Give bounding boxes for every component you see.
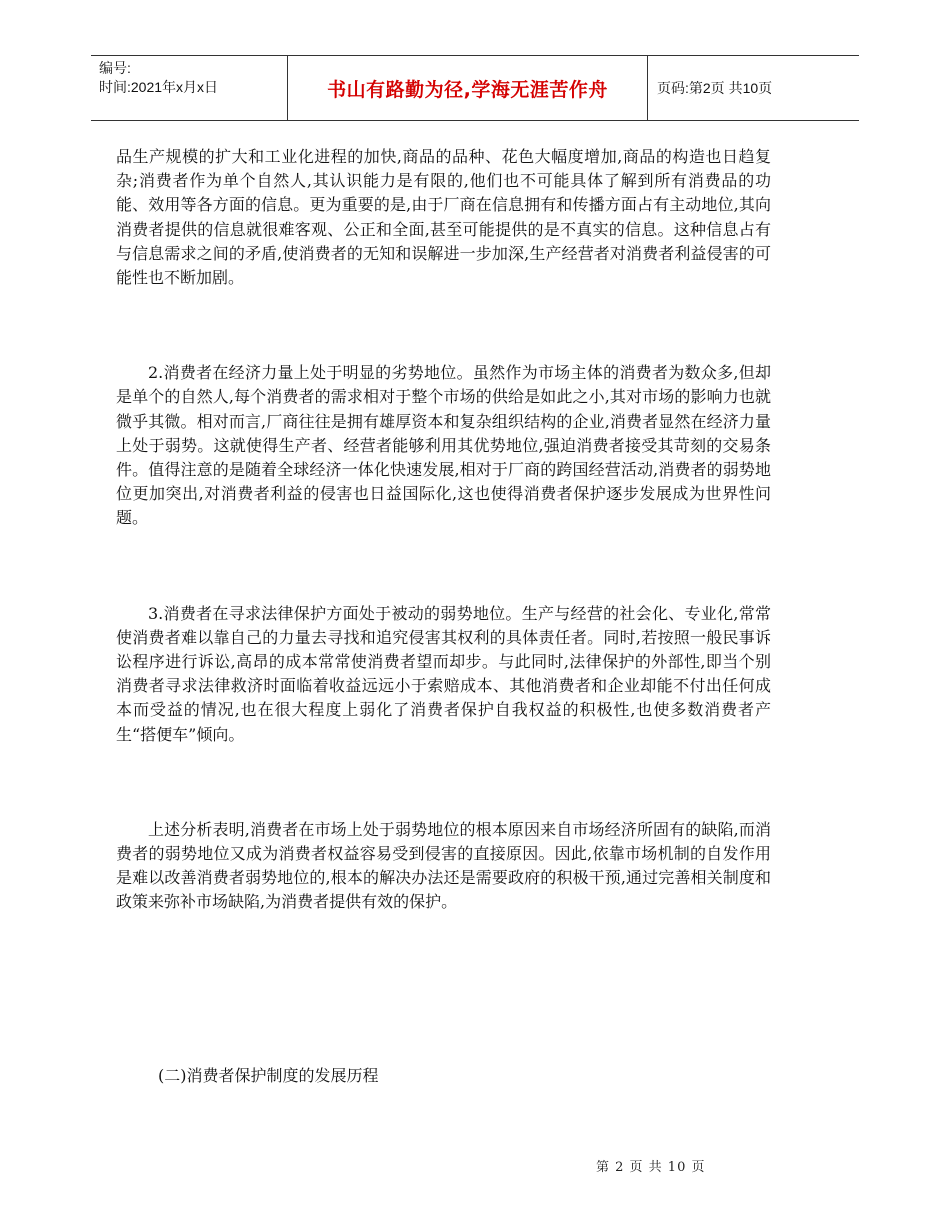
header-motto: 书山有路勤为径,学海无涯苦作舟 bbox=[327, 78, 608, 101]
body-paragraph-3: 3.消费者在寻求法律保护方面处于被动的弱势地位。生产与经营的社会化、专业化,常常使消费者难以靠自己的力量去寻找和追究侵害其权利的具体责任者。同时,若按照一般民事诉讼程序进行诉讼,高昂的成本常常使消费者望而却步。与此同时,法律保护的外部性,即当个别消费者寻求法律救济时面临着收益远远小于索赔成本、其他消费者和企业却能不付出任何成本而受益的情况,也在很大程度上弱化了消费者保护自我权益的积极性,也使多数消费者产生“搭便车”倾向。 bbox=[116, 603, 771, 744]
section-subheading: (二)消费者保护制度的发展历程 bbox=[158, 1066, 379, 1085]
page-header bbox=[91, 55, 859, 121]
document-number-label: 编号: bbox=[99, 60, 131, 76]
header-divider-right bbox=[647, 56, 648, 120]
header-page-info: 页码:第2页 共10页 bbox=[657, 80, 773, 96]
body-paragraph-1: 品生产规模的扩大和工业化进程的加快,商品的品种、花色大幅度增加,商品的构造也日趋复杂;消费者作为单个自然人,其认识能力是有限的,他们也不可能具体了解到所有消费品的功能、效用等各方面的信息。更为重要的是,由于厂商在信息拥有和传播方面占有主动地位,其向消费者提供的信息就很难客观、公正和全面,甚至可能提供的是不真实的信息。这种信息占有与信息需求之间的矛盾,使消费者的无知和误解进一步加深,生产经营者对消费者利益侵害的可能性也不断加剧。 bbox=[116, 147, 771, 288]
document-body bbox=[116, 145, 771, 915]
page-footer: 第 2 页 共 10 页 bbox=[596, 1160, 706, 1175]
header-meta bbox=[99, 59, 284, 97]
body-paragraph-4: 上述分析表明,消费者在市场上处于弱势地位的根本原因来自市场经济所固有的缺陷,而消费者的弱势地位又成为消费者权益容易受到侵害的直接原因。因此,依靠市场机制的自发作用是难以改善消费者弱势地位的,根本的解决办法还是需要政府的积极干预,通过完善相关制度和政策来弥补市场缺陷,为消费者提供有效的保护。 bbox=[116, 819, 771, 912]
body-paragraph-2: 2.消费者在经济力量上处于明显的劣势地位。虽然作为市场主体的消费者为数众多,但却是单个的自然人,每个消费者的需求相对于整个市场的供给是如此之小,其对市场的影响力也就微乎其微。相对而言,厂商往往是拥有雄厚资本和复杂组织结构的企业,消费者显然在经济力量上处于弱势。这就使得生产者、经营者能够利用其优势地位,强迫消费者接受其苛刻的交易条件。值得注意的是随着全球经济一体化快速发展,相对于厂商的跨国经营活动,消费者的弱势地位更加突出,对消费者利益的侵害也日益国际化,这也使得消费者保护逐步发展成为世界性问题。 bbox=[116, 363, 771, 528]
document-date-label: 时间:2021年x月x日 bbox=[99, 79, 219, 95]
